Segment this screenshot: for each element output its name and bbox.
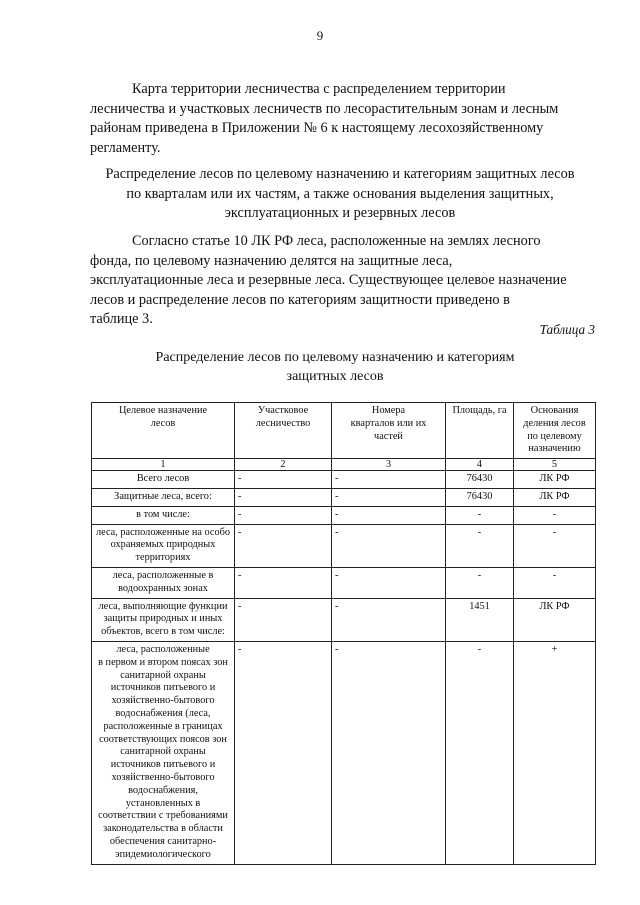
- column-number-row: [92, 459, 596, 471]
- page-number: 9: [316, 28, 324, 43]
- table-cell: -: [235, 506, 332, 524]
- article-text: Согласно статье 10 ЛК РФ леса, расположенные на землях лесного фонда, по целевому назначению делятся на защитные леса, эксплуатационные леса и резервные леса. Существующее целевое назначение лесов и распределение лесов по категориям защитности приведено в таблице 3.: [90, 233, 567, 328]
- column-number: 2: [235, 459, 332, 471]
- table-cell: -: [332, 524, 446, 567]
- column-header: Участковое лесничество: [235, 403, 332, 459]
- table-cell: -: [332, 641, 446, 864]
- table-cell: -: [332, 598, 446, 641]
- table-cell: -: [332, 506, 446, 524]
- table-row: [92, 524, 596, 567]
- intro-text: Карта территории лесничества с распределением территории лесничества и участковых лесничеств по лесорастительным зонам и лесным районам приведена в Приложении № 6 к настоящему лесохозяйственному регламенту.: [90, 81, 559, 156]
- section-heading: Распределение лесов по целевому назначению и категориям защитных лесов по кварталам или их частям, а также основания выделения защитных, эксплуатационных и резервных лесов: [105, 166, 575, 222]
- table-row: [92, 598, 596, 641]
- table-cell: -: [446, 641, 514, 864]
- table-row: [92, 506, 596, 524]
- table-cell: Всего лесов: [92, 471, 235, 489]
- forest-distribution-table: [91, 402, 596, 865]
- table-cell: Защитные леса, всего:: [92, 488, 235, 506]
- table-cell: 1451: [446, 598, 514, 641]
- table-cell: ЛК РФ: [514, 488, 596, 506]
- table-cell: леса, расположенные в первом и втором поясах зон санитарной охраны источников питьевого и хозяйственно-бытового водоснабжения (леса, расположенные в границах соответствующих поясов зон санитарной охраны источников питьевого и хозяйственно-бытового водоснабжения, установленных в соответствии с требованиями законодательства в области обеспечения санитарно- эпидемиологического: [92, 641, 235, 864]
- table-cell: -: [446, 506, 514, 524]
- table-cell: леса, выполняющие функции защиты природных и иных объектов, всего в том числе:: [92, 598, 235, 641]
- table-cell: -: [235, 471, 332, 489]
- column-number: 5: [514, 459, 596, 471]
- table-row: [92, 567, 596, 598]
- column-header: Целевое назначение лесов: [92, 403, 235, 459]
- article-paragraph: [90, 232, 595, 330]
- table-cell: -: [446, 567, 514, 598]
- table-cell: -: [235, 641, 332, 864]
- table-header-row: [92, 403, 596, 459]
- table-caption: Таблица 3: [539, 322, 595, 337]
- table-cell: -: [514, 506, 596, 524]
- table-row: [92, 641, 596, 864]
- table-cell: в том числе:: [92, 506, 235, 524]
- table-cell: 76430: [446, 488, 514, 506]
- column-header: Основания деления лесов по целевому назначению: [514, 403, 596, 459]
- table-cell: 76430: [446, 471, 514, 489]
- intro-paragraph: [90, 80, 595, 158]
- table-cell: -: [446, 524, 514, 567]
- table-cell: +: [514, 641, 596, 864]
- table-cell: -: [235, 488, 332, 506]
- table-cell: -: [332, 567, 446, 598]
- table-cell: -: [235, 524, 332, 567]
- table-cell: -: [332, 488, 446, 506]
- table-cell: леса, расположенные в водоохранных зонах: [92, 567, 235, 598]
- table-title: Распределение лесов по целевому назначению и категориям защитных лесов: [155, 350, 515, 384]
- table-cell: ЛК РФ: [514, 598, 596, 641]
- table-cell: ЛК РФ: [514, 471, 596, 489]
- column-number: 1: [92, 459, 235, 471]
- table-cell: леса, расположенные на особо охраняемых природных территориях: [92, 524, 235, 567]
- table-cell: -: [332, 471, 446, 489]
- table-row: [92, 471, 596, 489]
- table-cell: -: [514, 524, 596, 567]
- table-cell: -: [235, 598, 332, 641]
- column-number: 3: [332, 459, 446, 471]
- table-body: [92, 459, 596, 864]
- column-header: Площадь, га: [446, 403, 514, 459]
- column-number: 4: [446, 459, 514, 471]
- table-row: [92, 488, 596, 506]
- table-cell: -: [235, 567, 332, 598]
- column-header: Номера кварталов или их частей: [332, 403, 446, 459]
- table-cell: -: [514, 567, 596, 598]
